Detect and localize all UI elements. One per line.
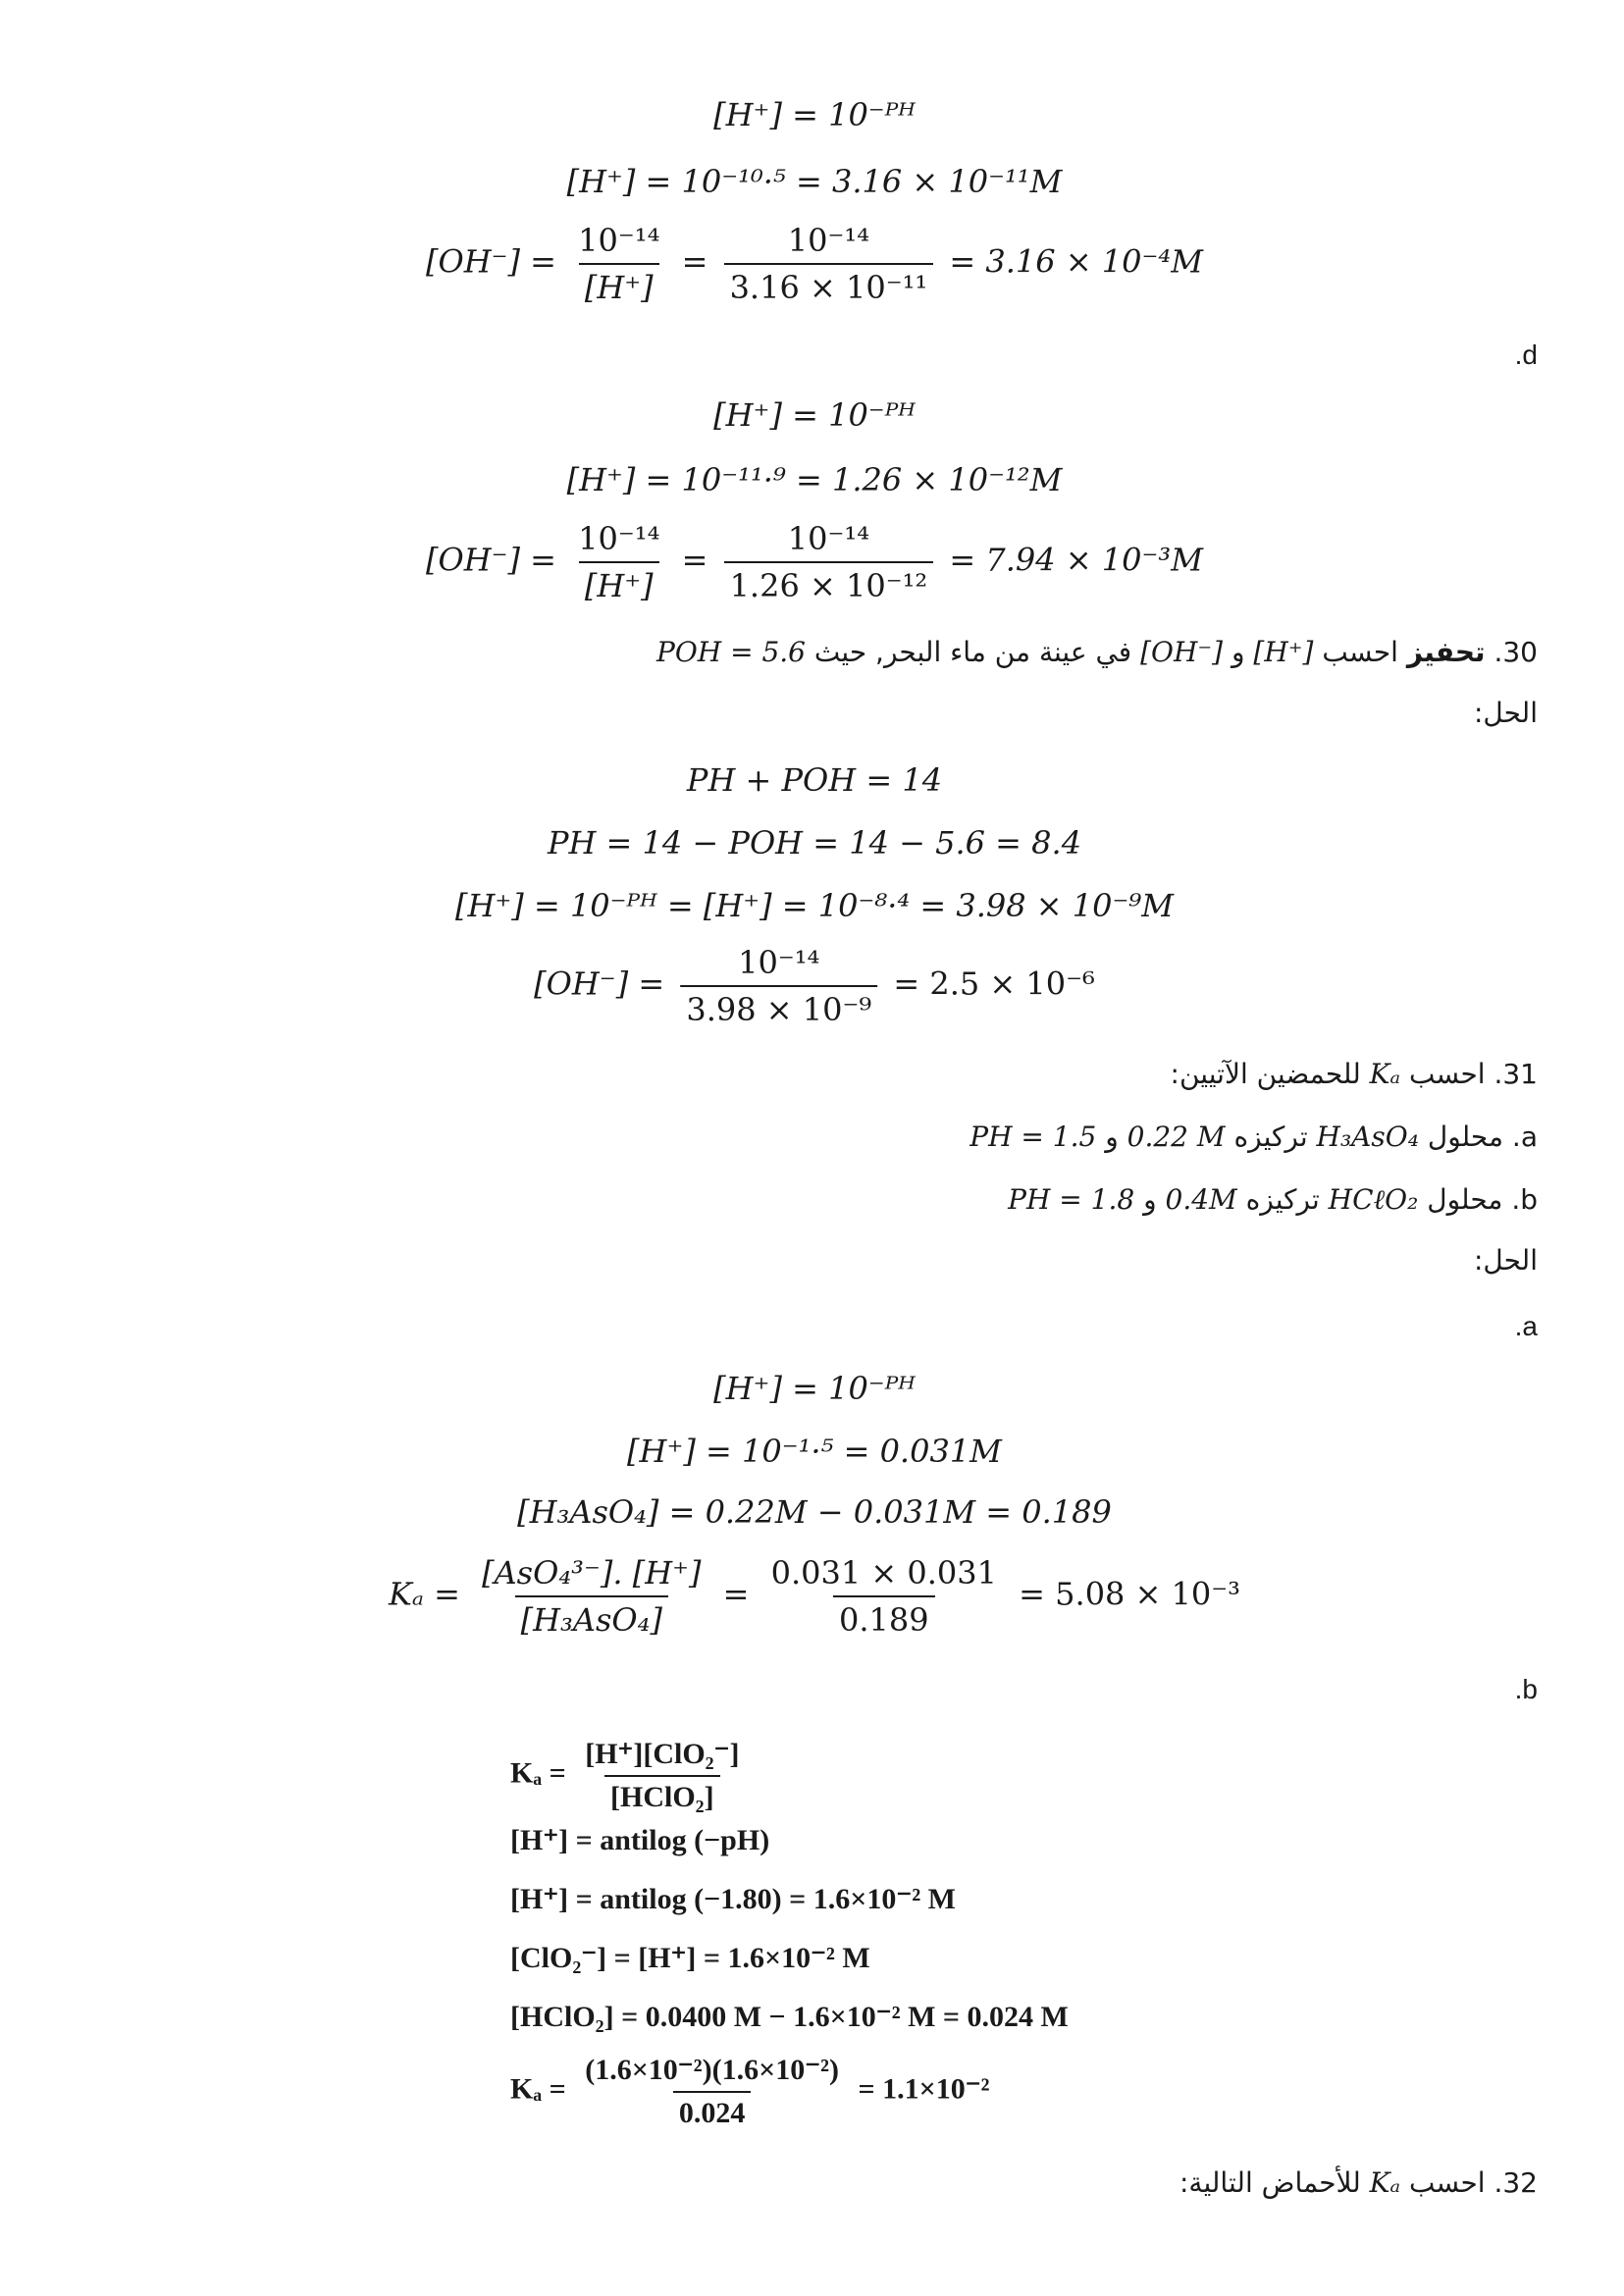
denominator: 3.16 × 10⁻¹¹ xyxy=(724,263,934,306)
equation-acid-concentration: [H₃AsO₄] = 0.22M − 0.031M = 0.189 xyxy=(517,1493,1112,1531)
math-inline: Kₐ xyxy=(1369,1058,1401,1090)
part-label-d: .d xyxy=(1514,339,1538,370)
numerator: [AsO₄³⁻]. [H⁺] xyxy=(482,1554,702,1592)
fraction xyxy=(579,2053,845,2130)
part-label-a: .a xyxy=(1514,1311,1538,1341)
equation-ka-value xyxy=(389,1554,1240,1639)
math-inline: 0.4M xyxy=(1165,1183,1237,1216)
question-31-part-a xyxy=(969,1121,1538,1153)
equals-sign: = xyxy=(681,541,708,579)
question-tag: تحفيز xyxy=(1406,636,1486,668)
question-32 xyxy=(1179,2166,1538,2199)
fraction xyxy=(765,1554,1003,1639)
question-number: 30. xyxy=(1493,636,1538,668)
numerator: 10⁻¹⁴ xyxy=(578,222,660,259)
eq-lhs: Kₐ = xyxy=(389,1575,460,1613)
fraction xyxy=(680,944,877,1028)
equation-h-ion-value: [H⁺] = antilog (−1.80) = 1.6×10⁻² M xyxy=(510,1883,956,1915)
equation-hclo2-concentration: [HClO₂] = 0.0400 M − 1.6×10⁻² M = 0.024 M xyxy=(510,2001,1069,2033)
equation-h-ion-value: [H⁺] = 10⁻¹¹·⁹ = 1.26 × 10⁻¹²M xyxy=(566,461,1063,498)
question-text: و xyxy=(1134,1183,1157,1216)
equation-ka-value xyxy=(510,2053,990,2130)
numerator: (1.6×10⁻²)(1.6×10⁻²) xyxy=(585,2054,840,2086)
equation-oh-ion xyxy=(426,520,1203,604)
math-inline: [OH⁻] xyxy=(1140,636,1224,668)
question-text: للحمضين الآتيين: xyxy=(1170,1058,1361,1090)
equation-h-ion-value: [H⁺] = 10⁻¹·⁵ = 0.031M xyxy=(627,1433,1002,1470)
equation-h-ion-def: [H⁺] = 10⁻ᴾᴴ xyxy=(713,1370,916,1407)
fraction xyxy=(724,520,934,604)
question-text: احسب xyxy=(1313,636,1398,668)
eq-rhs: = 7.94 × 10⁻³M xyxy=(949,541,1204,579)
part-label-b: .b xyxy=(1514,1674,1538,1704)
denominator: [H₃AsO₄] xyxy=(515,1595,668,1639)
eq-lhs: [OH⁻] = xyxy=(425,242,556,281)
math-inline: PH = 1.8 xyxy=(1008,1183,1135,1216)
eq-rhs: = 1.1×10⁻² xyxy=(858,2072,990,2106)
math-inline: 0.22 M xyxy=(1126,1121,1226,1153)
eq-lhs: [OH⁻] = xyxy=(534,965,665,1003)
equation-h-ion-def: [H⁺] = 10⁻ᴾᴴ xyxy=(713,396,916,434)
question-31 xyxy=(1171,1058,1538,1090)
solution-label: الحل: xyxy=(1473,697,1538,729)
denominator: 0.189 xyxy=(833,1595,935,1639)
question-text: و xyxy=(1096,1121,1119,1153)
question-text: محلول xyxy=(1418,1121,1504,1153)
question-text: تركيزه xyxy=(1236,1183,1320,1216)
question-30 xyxy=(656,636,1538,668)
numerator: 10⁻¹⁴ xyxy=(578,520,660,557)
question-text: تركيزه xyxy=(1225,1121,1308,1153)
equals-sign: = xyxy=(722,1575,750,1613)
eq-rhs: = 2.5 × 10⁻⁶ xyxy=(893,965,1095,1003)
equation-clo2-concentration: [ClO₂⁻] = [H⁺] = 1.6×10⁻² M xyxy=(510,1942,870,1974)
numerator: [H⁺][ClO₂⁻] xyxy=(585,1738,740,1770)
eq-rhs: = 5.08 × 10⁻³ xyxy=(1019,1575,1240,1613)
fraction xyxy=(579,1737,745,1814)
equation-h-ion-value: [H⁺] = 10⁻ᴾᴴ = [H⁺] = 10⁻⁸·⁴ = 3.98 × 10⁻⁹M xyxy=(455,887,1174,924)
question-text: للأحماض التالية: xyxy=(1179,2166,1361,2199)
question-number: 32. xyxy=(1493,2166,1538,2199)
equation-ka-definition xyxy=(510,1737,752,1814)
question-31-part-b xyxy=(1008,1183,1538,1217)
denominator: 3.98 × 10⁻⁹ xyxy=(680,985,877,1028)
math-inline: Kₐ xyxy=(1369,2166,1401,2199)
denominator: [H⁺] xyxy=(579,263,659,306)
equation-h-ion-value: [H⁺] = 10⁻¹⁰·⁵ = 3.16 × 10⁻¹¹M xyxy=(566,163,1063,200)
math-inline: HCℓO₂ xyxy=(1328,1183,1419,1216)
eq-lhs: [OH⁻] = xyxy=(425,541,556,579)
math-inline: PH = 1.5 xyxy=(969,1121,1097,1153)
fraction xyxy=(724,222,934,306)
numerator: 10⁻¹⁴ xyxy=(787,222,870,259)
math-inline: [H⁺] xyxy=(1253,636,1314,668)
part-label: a. xyxy=(1511,1121,1538,1153)
fraction xyxy=(572,222,665,306)
numerator: 10⁻¹⁴ xyxy=(738,944,820,981)
math-inline: H₃AsO₄ xyxy=(1316,1121,1419,1153)
question-number: 31. xyxy=(1493,1058,1538,1090)
equation-antilog: [H⁺] = antilog (−pH) xyxy=(510,1824,770,1856)
eq-rhs: = 3.16 × 10⁻⁴M xyxy=(949,242,1204,281)
question-text: محلول xyxy=(1418,1183,1503,1216)
equation-ph-value: PH = 14 − POH = 14 − 5.6 = 8.4 xyxy=(547,824,1082,861)
fraction xyxy=(476,1554,707,1639)
equals-sign: = xyxy=(681,242,708,281)
part-label: b. xyxy=(1511,1183,1538,1216)
eq-lhs: Kₐ = xyxy=(510,2072,566,2106)
denominator: 0.024 xyxy=(673,2091,752,2130)
eq-lhs: Kₐ = xyxy=(510,1756,566,1790)
solution-label: الحل: xyxy=(1473,1244,1538,1277)
equation-h-ion-def: [H⁺] = 10⁻ᴾᴴ xyxy=(713,96,916,133)
equation-oh-ion xyxy=(534,944,1095,1028)
fraction xyxy=(572,520,665,604)
question-text: احسب xyxy=(1400,2166,1486,2199)
question-text: في عينة من ماء البحر, حيث xyxy=(806,636,1132,668)
denominator: [HClO₂] xyxy=(604,1775,720,1814)
equation-oh-ion xyxy=(426,222,1203,306)
denominator: 1.26 × 10⁻¹² xyxy=(724,561,934,604)
question-text: و xyxy=(1223,636,1245,668)
math-inline: POH = 5.6 xyxy=(655,636,806,668)
equation-ph-poh-sum: PH + POH = 14 xyxy=(686,761,943,799)
question-text: احسب xyxy=(1400,1058,1486,1090)
denominator: [H⁺] xyxy=(579,561,659,604)
numerator: 0.031 × 0.031 xyxy=(770,1554,997,1592)
numerator: 10⁻¹⁴ xyxy=(787,520,870,557)
